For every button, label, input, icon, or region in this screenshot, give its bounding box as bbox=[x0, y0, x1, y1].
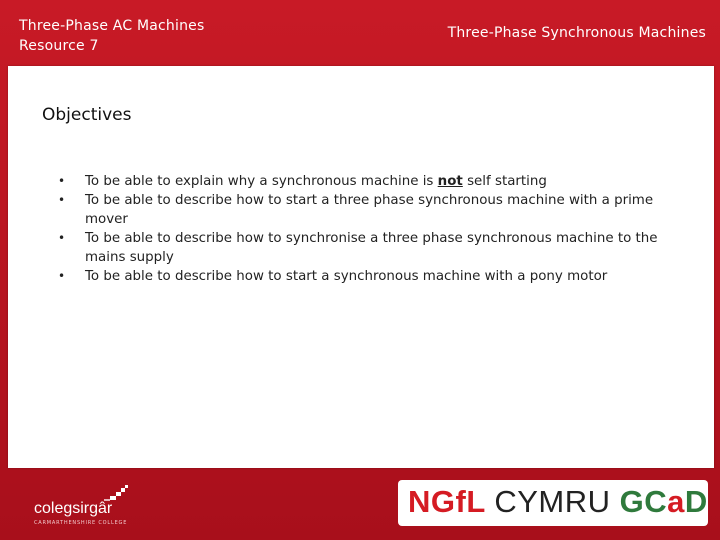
objectives-list bbox=[58, 172, 688, 286]
bullet-icon: • bbox=[58, 231, 66, 245]
cymru-logo: CYMRU bbox=[494, 484, 611, 519]
content-panel bbox=[8, 66, 714, 468]
college-logo bbox=[22, 482, 132, 526]
course-title: Three-Phase AC Machines bbox=[19, 18, 205, 34]
objectives-heading: Objectives bbox=[42, 105, 132, 125]
college-name: colegsirgâr bbox=[34, 500, 113, 517]
list-item bbox=[58, 172, 688, 191]
objective-text-part: To be able to explain why a synchronous machine is bbox=[85, 174, 438, 189]
gcad-logo-a: a bbox=[667, 484, 685, 519]
footer bbox=[0, 468, 720, 540]
slide-title: Three-Phase Synchronous Machines bbox=[447, 25, 706, 41]
objective-text: To be able to describe how to start a synchronous machine with a pony motor bbox=[85, 269, 608, 284]
course-header bbox=[19, 16, 204, 56]
objective-text bbox=[85, 174, 547, 189]
objective-text: To be able to describe how to start a three phase synchronous machine with a prime mover bbox=[85, 193, 654, 227]
objective-text: To be able to describe how to synchronise a three phase synchronous machine to the mains supply bbox=[85, 231, 658, 265]
list-item bbox=[58, 267, 688, 286]
resource-number: Resource 7 bbox=[19, 38, 99, 54]
list-item bbox=[58, 229, 688, 267]
gcad-logo-gc: GC bbox=[619, 484, 668, 519]
objective-text-part: self starting bbox=[462, 174, 547, 189]
gcad-logo-d: D bbox=[684, 484, 708, 519]
partner-logos bbox=[398, 480, 708, 526]
college-subtitle: CARMARTHENSHIRE COLLEGE bbox=[34, 520, 128, 526]
emphasis-text: not bbox=[437, 174, 463, 189]
list-item bbox=[58, 191, 688, 229]
bullet-icon: • bbox=[58, 193, 66, 207]
partner-logo-text bbox=[408, 484, 708, 520]
bullet-icon: • bbox=[58, 174, 66, 188]
bullet-icon: • bbox=[58, 269, 66, 283]
ngfl-logo: NGfL bbox=[408, 484, 486, 519]
